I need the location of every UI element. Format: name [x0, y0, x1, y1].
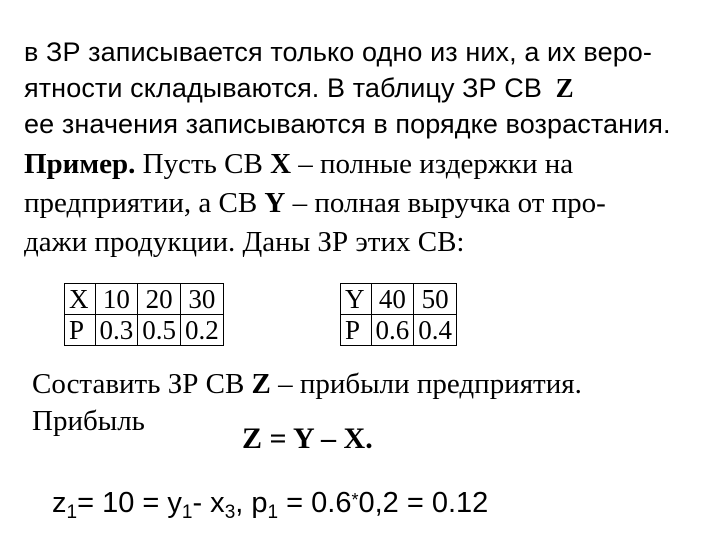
table-cell: 0.2	[181, 315, 224, 346]
table-cell-label: P	[65, 315, 96, 346]
text-line-1: в ЗР записывается только одно из них, а их веро-	[24, 37, 653, 67]
profit-formula: Z = Y – X.	[242, 422, 373, 455]
table-cell: 10	[95, 284, 138, 315]
text-line-2: ятности складываются. В таблицу ЗР СВ Z	[24, 73, 574, 103]
table-cell: 40	[371, 284, 414, 315]
table-row-values	[341, 284, 457, 315]
table-cell: 50	[414, 284, 457, 315]
variable-y: Y	[264, 187, 286, 219]
table-cell: 0.4	[414, 315, 457, 346]
table-cell: 0.5	[138, 315, 181, 346]
calculation-line: $z_1= 10 = y_1-$ $x_3$, $p_1 = 0.6^*0,2 = 0.12$	[52, 487, 489, 523]
table-cell: 0.3	[95, 315, 138, 346]
text-line-3: ее значения записываются в порядке возрастания.	[24, 109, 671, 139]
multiply-sign: *	[351, 490, 359, 510]
text-line-5: предприятии, а СВ Y – полная выручка от про-	[24, 187, 606, 219]
table-cell-label: P	[341, 315, 372, 346]
distribution-table-y	[340, 283, 457, 346]
variable-z: Z	[555, 73, 574, 103]
text-line-6: дажи продукции. Даны ЗР этих СВ:	[24, 226, 465, 258]
table-cell-label: X	[65, 284, 96, 315]
distribution-table-x	[64, 283, 224, 346]
variable-x: X	[270, 148, 292, 180]
table-row-probs	[65, 315, 224, 346]
variable-z: Z	[251, 368, 271, 400]
table-cell-label: Y	[341, 284, 372, 315]
table-row-values	[65, 284, 224, 315]
example-label: Пример.	[24, 148, 136, 180]
table-cell: 20	[138, 284, 181, 315]
table-cell: 30	[181, 284, 224, 315]
task-line-1: Составить ЗР СВ Z – прибыли предприятия.	[32, 368, 582, 400]
table-row-probs	[341, 315, 457, 346]
table-cell: 0.6	[371, 315, 414, 346]
text-line-4: Пример. Пусть СВ X – полные издержки на	[24, 148, 574, 180]
task-line-2: Прибыль	[32, 405, 145, 437]
